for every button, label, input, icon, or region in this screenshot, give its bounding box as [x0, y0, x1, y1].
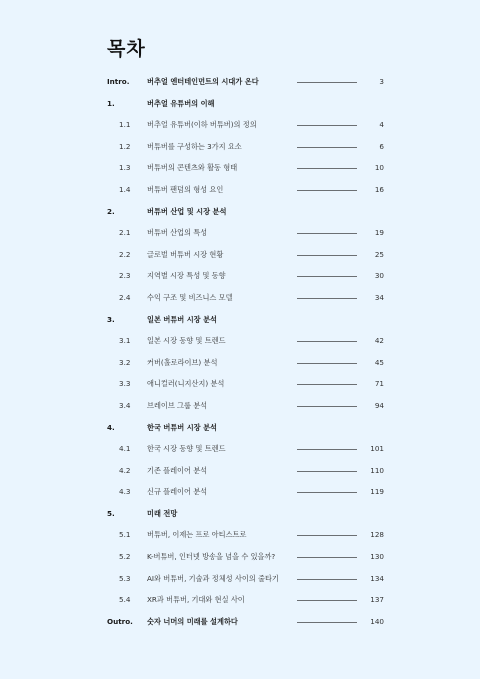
entry-number: 2.4 — [119, 292, 131, 302]
toc-entry[interactable] — [0, 611, 480, 633]
entry-number: 4.3 — [119, 487, 131, 497]
entry-title: 기존 플레이어 분석 — [147, 465, 208, 475]
entry-title: 한국 시장 동향 및 트렌드 — [147, 444, 226, 454]
toc-entry[interactable] — [0, 136, 480, 158]
entry-title: 버튜버 팬덤의 형성 요인 — [147, 184, 224, 194]
entry-page: 25 — [374, 249, 384, 259]
entry-number: 5.4 — [119, 595, 131, 605]
entry-title: 수익 구조 및 비즈니스 모델 — [147, 292, 233, 302]
toc-entry[interactable] — [0, 244, 480, 266]
leader-line — [297, 471, 357, 472]
leader-line — [297, 168, 357, 169]
entry-page: 4 — [379, 120, 384, 130]
leader-line — [297, 147, 357, 148]
toc-entry[interactable] — [0, 524, 480, 546]
entry-page: 130 — [370, 552, 384, 562]
entry-title: 숫자 너머의 미래를 설계하다 — [147, 616, 238, 626]
entry-number: Outro. — [107, 616, 133, 626]
entry-title: 버튜버, 이제는 프로 아티스트로 — [147, 530, 247, 540]
entry-title: 버튜버 산업의 특성 — [147, 228, 208, 238]
toc-entry[interactable] — [0, 179, 480, 201]
leader-line — [297, 579, 357, 580]
entry-page: 140 — [370, 616, 384, 626]
entry-title: 글로벌 버튜버 시장 현황 — [147, 249, 224, 259]
entry-page: 94 — [374, 400, 384, 410]
toc-entry[interactable] — [0, 481, 480, 503]
entry-number: 3.4 — [119, 400, 131, 410]
leader-line — [297, 406, 357, 407]
entry-number: 5.1 — [119, 530, 131, 540]
leader-line — [297, 233, 357, 234]
leader-line — [297, 82, 357, 83]
chapter-title: 버추얼 유튜버의 이해 — [147, 98, 215, 108]
toc-entry[interactable] — [0, 265, 480, 287]
toc-entry[interactable] — [0, 546, 480, 568]
entry-page: 34 — [374, 292, 384, 302]
entry-number: 2.3 — [119, 271, 131, 281]
entry-title: 버튜버의 콘텐츠와 활동 형태 — [147, 163, 238, 173]
entry-page: 134 — [370, 573, 384, 583]
entry-title: 버튜버를 구성하는 3가지 요소 — [147, 141, 242, 151]
entry-page: 45 — [374, 357, 384, 367]
chapter-number: 5. — [107, 508, 115, 518]
toc-entry[interactable] — [0, 114, 480, 136]
leader-line — [297, 535, 357, 536]
entry-number: 3.2 — [119, 357, 131, 367]
entry-page: 101 — [370, 444, 384, 454]
entry-page: 10 — [374, 163, 384, 173]
entry-number: Intro. — [107, 77, 130, 86]
entry-number: 3.1 — [119, 336, 131, 346]
entry-page: 42 — [374, 336, 384, 346]
leader-line — [297, 363, 357, 364]
chapter-number: 4. — [107, 422, 115, 432]
toc-entry[interactable] — [0, 71, 480, 93]
entry-number: 4.2 — [119, 465, 131, 475]
toc-entry[interactable] — [0, 330, 480, 352]
chapter-number: 1. — [107, 98, 115, 108]
entry-page: 137 — [370, 595, 384, 605]
entry-title: 신규 플레이어 분석 — [147, 487, 208, 497]
entry-number: 3.3 — [119, 379, 131, 389]
entry-number: 2.2 — [119, 249, 131, 259]
leader-line — [297, 341, 357, 342]
toc-entry[interactable] — [0, 373, 480, 395]
chapter-title: 미래 전망 — [147, 508, 178, 518]
toc-chapter[interactable] — [0, 417, 480, 439]
entry-title: 커버(홀로라이브) 분석 — [147, 357, 218, 367]
chapter-number: 2. — [107, 206, 115, 216]
entry-number: 1.4 — [119, 184, 131, 194]
leader-line — [297, 298, 357, 299]
entry-title: 애니컬러(니지산지) 분석 — [147, 379, 225, 389]
entry-title: 브레이브 그룹 분석 — [147, 400, 208, 410]
entry-title: 버추얼 유튜버(이하 버튜버)의 정의 — [147, 120, 257, 130]
leader-line — [297, 449, 357, 450]
toc-chapter[interactable] — [0, 93, 480, 115]
leader-line — [297, 622, 357, 623]
page-title: 목차 — [107, 38, 146, 60]
entry-number: 1.1 — [119, 120, 131, 130]
entry-number: 1.3 — [119, 163, 131, 173]
leader-line — [297, 276, 357, 277]
toc-entry[interactable] — [0, 568, 480, 590]
entry-page: 71 — [374, 379, 384, 389]
entry-page: 110 — [370, 465, 384, 475]
entry-number: 5.2 — [119, 552, 131, 562]
chapter-number: 3. — [107, 314, 115, 324]
entry-number: 1.2 — [119, 141, 131, 151]
table-of-contents — [0, 71, 480, 632]
leader-line — [297, 492, 357, 493]
entry-page: 6 — [379, 141, 384, 151]
entry-title: K-버튜버, 인터넷 방송을 넘을 수 있을까? — [147, 552, 276, 562]
toc-entry[interactable] — [0, 352, 480, 374]
leader-line — [297, 125, 357, 126]
toc-entry[interactable] — [0, 287, 480, 309]
entry-number: 5.3 — [119, 573, 131, 583]
entry-title: AI와 버튜버, 기술과 정체성 사이의 줄타기 — [147, 573, 279, 583]
entry-title: 버추얼 엔터테인먼트의 시대가 온다 — [147, 77, 259, 86]
entry-title: XR과 버튜버, 기대와 현실 사이 — [147, 595, 245, 605]
entry-page: 128 — [370, 530, 384, 540]
toc-entry[interactable] — [0, 222, 480, 244]
entry-page: 19 — [374, 228, 384, 238]
leader-line — [297, 384, 357, 385]
entry-page: 119 — [370, 487, 384, 497]
leader-line — [297, 190, 357, 191]
entry-number: 2.1 — [119, 228, 131, 238]
toc-entry[interactable] — [0, 460, 480, 482]
entry-page: 30 — [374, 271, 384, 281]
leader-line — [297, 255, 357, 256]
chapter-title: 한국 버튜버 시장 분석 — [147, 422, 217, 432]
entry-page: 16 — [374, 184, 384, 194]
leader-line — [297, 600, 357, 601]
entry-page: 3 — [379, 77, 384, 86]
toc-entry[interactable] — [0, 395, 480, 417]
chapter-title: 버튜버 산업 및 시장 분석 — [147, 206, 227, 216]
toc-chapter[interactable] — [0, 201, 480, 223]
leader-line — [297, 557, 357, 558]
entry-title: 지역별 시장 특성 및 동향 — [147, 271, 226, 281]
toc-chapter[interactable] — [0, 309, 480, 331]
toc-chapter[interactable] — [0, 503, 480, 525]
toc-entry[interactable] — [0, 589, 480, 611]
toc-entry[interactable] — [0, 438, 480, 460]
entry-title: 일본 시장 동향 및 트렌드 — [147, 336, 226, 346]
toc-entry[interactable] — [0, 157, 480, 179]
chapter-title: 일본 버튜버 시장 분석 — [147, 314, 217, 324]
entry-number: 4.1 — [119, 444, 131, 454]
